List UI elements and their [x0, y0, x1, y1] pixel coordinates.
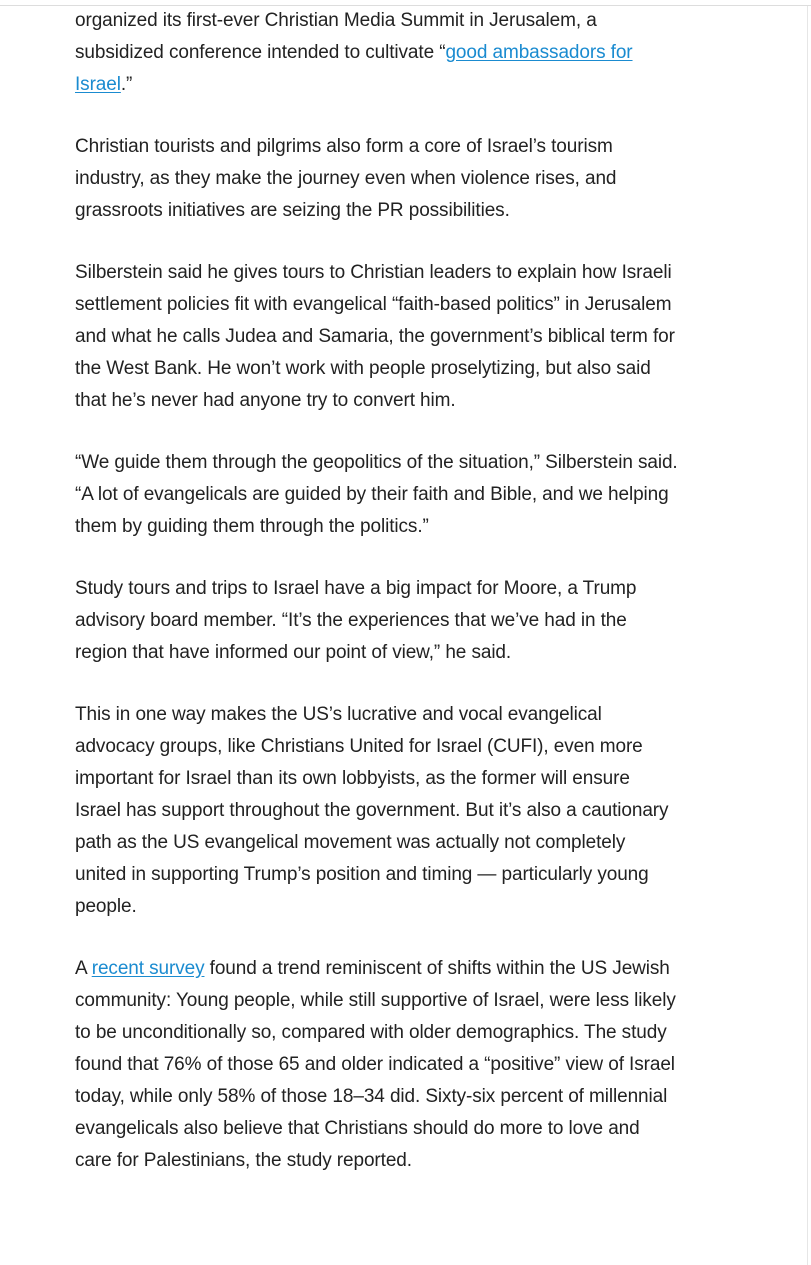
recent-survey-link[interactable]: recent survey — [91, 958, 205, 979]
paragraph-1 — [75, 5, 679, 101]
paragraph-7 — [75, 953, 679, 1177]
paragraph-4: “We guide them through the geopolitics of the situation,” Silberstein said. “A lot of evangelicals are guided by their faith and Bible, and we helping them by guiding them through the politics.” — [75, 452, 678, 537]
paragraph-1-text-before: organized its first-ever Christian Media Summit in Jerusalem, a subsidized conference intended to cultivate “ — [75, 10, 597, 63]
paragraph-1-text-after: .” — [120, 74, 133, 95]
paragraph-6: This in one way makes the US’s lucrative and vocal evangelical advocacy groups, like Christians United for Israel (CUFI), even more important for Israel than its own lobbyists, as the former will ensure Israel has support throughout the government. But it’s also a cautionary path as the US evangelical movement was actually not completely united in supporting Trump’s position and timing — particularly young people. — [75, 704, 669, 917]
good-ambassadors-link[interactable]: good ambassadors for Israel — [75, 42, 633, 95]
right-divider — [807, 6, 808, 1265]
paragraph-5: Study tours and trips to Israel have a big impact for Moore, a Trump advisory board member. “It’s the experiences that we’ve had in the region that have informed our point of view,” he said. — [75, 578, 637, 663]
paragraph-3: Silberstein said he gives tours to Christian leaders to explain how Israeli settlement policies fit with evangelical “faith-based politics” in Jerusalem and what he calls Judea and Samaria, the government’s biblical term for the West Bank. He won’t work with people proselytizing, but also said that he’s never had anyone try to convert him. — [75, 262, 675, 411]
paragraph-7-text-after: found a trend reminiscent of shifts within the US Jewish community: Young people, while still supportive of Israel, were less likely to be unconditionally so, compared with older demographics. The study found that 76% of those 65 and older indicated a “positive” view of Israel today, while only 58% of those 18–34 did. Sixty-six percent of millennial evangelicals also believe that Christians should do more to love and care for Palestinians, the study reported. — [75, 958, 676, 1171]
article-body — [75, 5, 679, 1207]
paragraph-7-text-before: A — [75, 958, 92, 979]
paragraph-2: Christian tourists and pilgrims also form a core of Israel’s tourism industry, as they make the journey even when violence rises, and grassroots initiatives are seizing the PR possibilities. — [75, 136, 617, 221]
